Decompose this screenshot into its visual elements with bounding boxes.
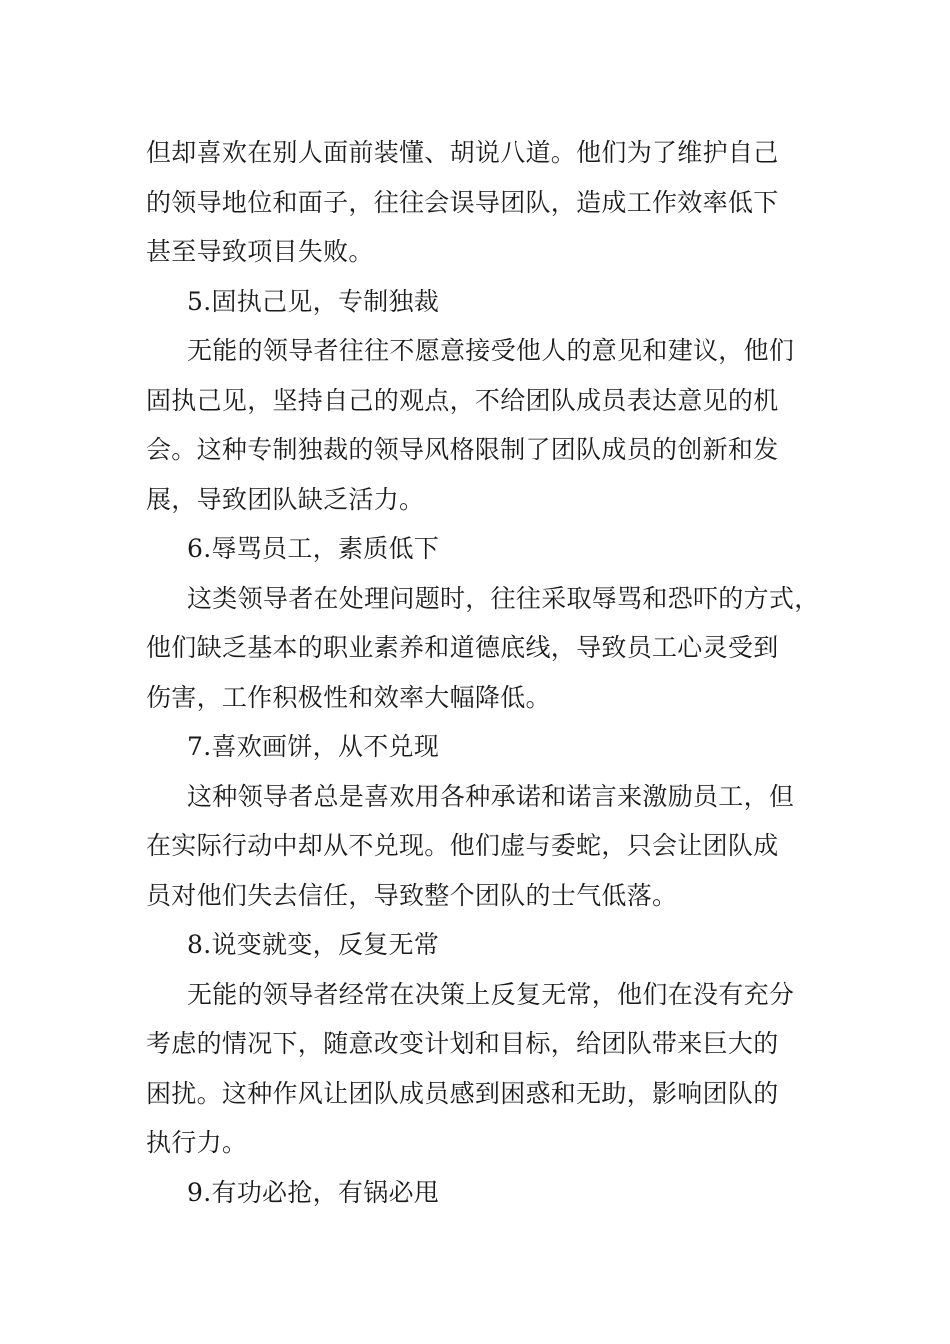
heading-text: 9.有功必抢，有锅必甩 bbox=[187, 1177, 440, 1207]
text-line: 困扰。这种作风让团队成员感到困惑和无助，影响团队的 bbox=[146, 1078, 779, 1108]
text-line: 伤害，工作积极性和效率大幅降低。 bbox=[146, 682, 551, 712]
document-body bbox=[146, 128, 820, 1217]
text-line: 这种领导者总是喜欢用各种承诺和诺言来激励员工，但 bbox=[187, 781, 795, 811]
text-line: 在实际行动中却从不兑现。他们虚与委蛇，只会让团队成 bbox=[146, 831, 779, 860]
paragraph bbox=[146, 326, 808, 524]
text-line: 但却喜欢在别人面前装懂、胡说八道。他们为了维护自己 bbox=[146, 138, 779, 167]
section-heading bbox=[146, 1168, 808, 1218]
section-heading bbox=[146, 722, 808, 772]
text-line: 执行力。 bbox=[146, 1128, 248, 1157]
heading-text: 7.喜欢画饼，从不兑现 bbox=[187, 732, 440, 761]
heading-text: 5.固执己见，专制独裁 bbox=[187, 286, 440, 316]
heading-text: 8.说变就变，反复无常 bbox=[187, 930, 440, 959]
text-line: 无能的领导者往往不愿意接受他人的意见和建议，他们 bbox=[187, 336, 795, 365]
text-line: 固执己见，坚持自己的观点，不给团队成员表达意见的机 bbox=[146, 385, 779, 415]
section-heading bbox=[146, 524, 808, 574]
text-line: 他们缺乏基本的职业素养和道德底线，导致员工心灵受到 bbox=[146, 633, 779, 662]
heading-text: 6.辱骂员工，素质低下 bbox=[187, 534, 440, 563]
section-heading bbox=[146, 277, 808, 327]
text-line: 考虑的情况下，随意改变计划和目标，给团队带来巨大的 bbox=[146, 1029, 779, 1058]
paragraph bbox=[146, 970, 808, 1168]
text-line: 无能的领导者经常在决策上反复无常，他们在没有充分 bbox=[187, 979, 795, 1009]
text-line: 的领导地位和面子，往往会误导团队，造成工作效率低下 bbox=[146, 187, 779, 217]
text-line: 这类领导者在处理问题时，往往采取辱骂和恐吓的方式， bbox=[187, 583, 820, 613]
paragraph-continuation bbox=[146, 128, 808, 277]
text-line: 员对他们失去信任，导致整个团队的士气低落。 bbox=[146, 880, 678, 910]
paragraph bbox=[146, 772, 808, 921]
text-line: 甚至导致项目失败。 bbox=[146, 237, 374, 266]
text-line: 展，导致团队缺乏活力。 bbox=[146, 484, 425, 514]
text-line: 会。这种专制独裁的领导风格限制了团队成员的创新和发 bbox=[146, 435, 779, 464]
paragraph bbox=[146, 574, 820, 723]
section-heading bbox=[146, 920, 808, 970]
